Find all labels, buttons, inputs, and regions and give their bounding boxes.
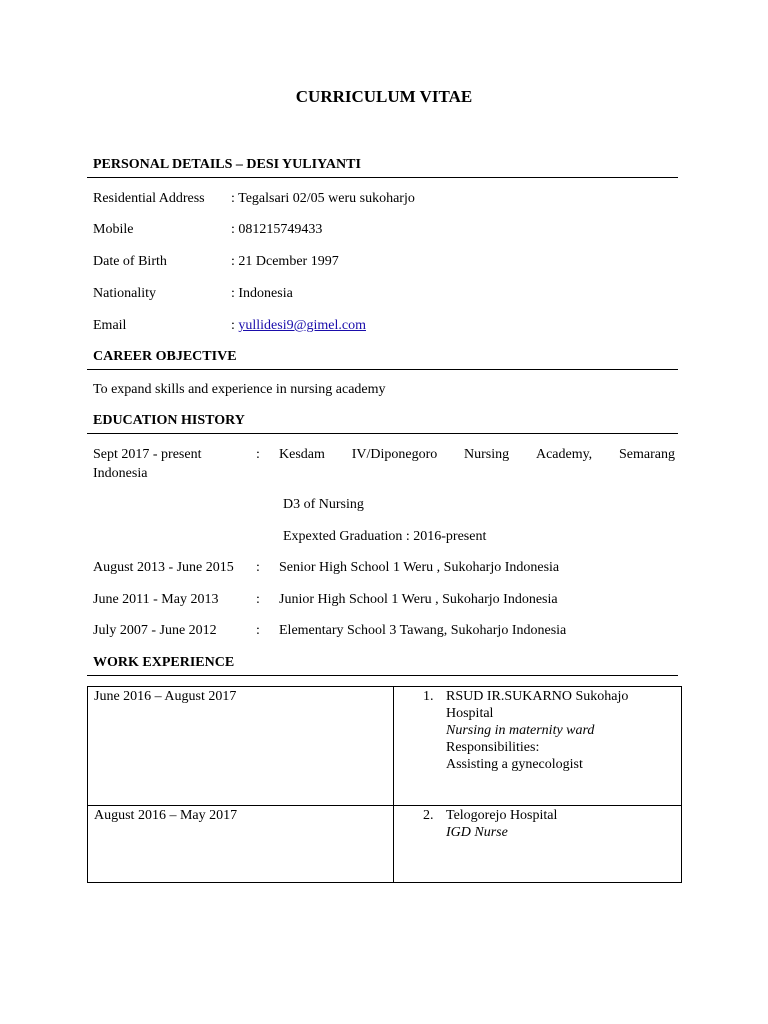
career-objective-heading: CAREER OBJECTIVE (93, 349, 237, 364)
section-divider (87, 675, 678, 676)
work-period-cell (88, 806, 394, 883)
career-objective-text: To expand skills and experience in nursing academy (93, 382, 386, 397)
education-school: Junior High School 1 Weru , Sukoharjo Indonesia (279, 592, 558, 607)
work-role: Nursing in maternity ward (446, 723, 595, 738)
email-value (231, 317, 366, 334)
education-colon: : (256, 592, 260, 607)
education-colon: : (256, 623, 260, 638)
table-row (88, 687, 682, 806)
education-period: Sept 2017 - present (93, 447, 202, 462)
work-experience-table (87, 686, 682, 883)
personal-details-heading: PERSONAL DETAILS – DESI YULIYANTI (93, 157, 361, 172)
nationality-label: Nationality (93, 286, 156, 301)
education-school-word: Nursing (464, 447, 510, 462)
work-responsibility: Assisting a gynecologist (446, 757, 583, 772)
education-school-word: Semarang (618, 447, 675, 462)
date-of-birth-value: : 21 Dcember 1997 (231, 254, 339, 269)
work-period: June 2016 – August 2017 (94, 689, 237, 704)
work-employer: Telogorejo Hospital (446, 808, 558, 823)
work-responsibilities-label: Responsibilities: (446, 740, 540, 755)
education-degree: D3 of Nursing (283, 497, 364, 512)
work-employer-continuation: Hospital (446, 706, 494, 721)
section-divider (87, 177, 678, 178)
work-entry (394, 688, 681, 773)
residential-address-value: : Tegalsari 02/05 weru sukoharjo (231, 191, 415, 206)
date-of-birth-label: Date of Birth (93, 254, 167, 269)
work-entry-number: 2. (423, 808, 434, 823)
education-school: Elementary School 3 Tawang, Sukoharjo Indonesia (279, 623, 567, 638)
section-divider (87, 369, 678, 370)
mobile-label: Mobile (93, 222, 134, 237)
education-school-continuation: Indonesia (93, 466, 148, 481)
work-role: IGD Nurse (446, 825, 508, 840)
education-colon: : (256, 560, 260, 575)
work-entry-number: 1. (423, 689, 434, 704)
education-school-word: IV/Diponegoro (351, 447, 438, 462)
work-detail-cell (394, 806, 682, 883)
education-period: July 2007 - June 2012 (93, 623, 217, 638)
education-graduation: Expexted Graduation : 2016-present (283, 529, 487, 544)
education-history-heading: EDUCATION HISTORY (93, 413, 245, 428)
mobile-value: : 081215749433 (231, 222, 323, 237)
work-employer: RSUD IR.SUKARNO Sukohajo (446, 689, 629, 704)
nationality-value: : Indonesia (231, 286, 293, 301)
education-school-word: Academy, (535, 447, 593, 462)
work-period: August 2016 – May 2017 (94, 808, 238, 823)
email-label: Email (93, 318, 127, 333)
work-detail-cell (394, 687, 682, 806)
education-period: August 2013 - June 2015 (93, 560, 234, 575)
residential-address-label: Residential Address (93, 191, 205, 206)
education-school: Senior High School 1 Weru , Sukoharjo Indonesia (279, 560, 560, 575)
work-period-cell (88, 687, 394, 806)
work-entry (394, 807, 681, 841)
education-school-word: Kesdam (279, 447, 325, 462)
education-colon: : (256, 447, 260, 462)
email-link[interactable]: yullidesi9@gimel.com (238, 318, 366, 333)
education-period: June 2011 - May 2013 (93, 592, 219, 607)
document-title: CURRICULUM VITAE (295, 87, 473, 106)
table-row (88, 806, 682, 883)
work-experience-heading: WORK EXPERIENCE (93, 655, 235, 670)
education-school (279, 446, 675, 463)
section-divider (87, 433, 678, 434)
email-colon: : (231, 318, 239, 333)
